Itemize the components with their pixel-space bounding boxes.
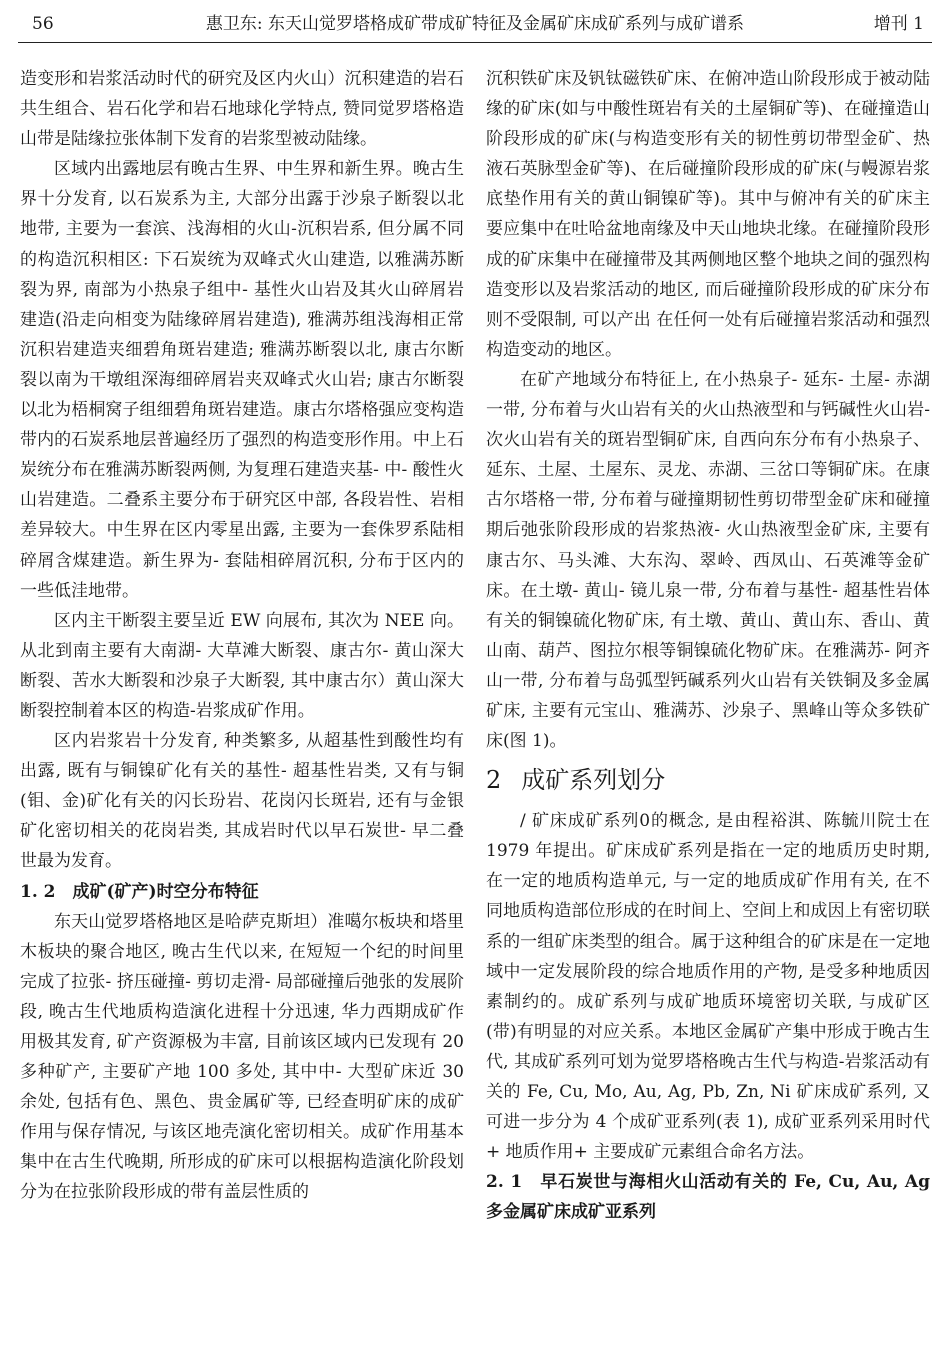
paragraph: / 矿床成矿系列0的概念, 是由程裕淇、陈毓川院士在 1979 年提出。矿床成矿系列是指在一定的地质历史时期, 在一定的地质构造单元, 与一定的地质成矿作用有关, 在不同地质构造部位形成的在时间上、空间上和成因上有密切联系的一组矿床类型的组合。属于这种组合的矿床是在一定地域中一定发展阶段的综合地质作用的产物, 是受多种地质因素制约的。成矿系列与成矿地质环境密切关联, 与成矿区(带)有明显的对应关系。本地区金属矿产集中形成于晚古生代, 其成矿系列可划为觉罗塔格晚古生代与构造-岩浆活动有关的 Fe, Cu, Mo, Au, Ag, Pb, Zn, Ni 矿床成矿系列, 又可进一步分为 4 个成矿亚系列(表 1), 成矿亚系列采用时代+ 地质作用+ 主要成矿元素组合命名方法。 [486, 811, 930, 1163]
section-number: 2 [486, 766, 502, 795]
paragraph: 区内岩浆岩十分发育, 种类繁多, 从超基性到酸性均有出露, 既有与铜镍矿化有关的基性- 超基性岩类, 又有与铜(钼、金)矿化有关的闪长玢岩、花岗闪长斑岩, 还有与金银矿化密切相关的花岗岩类, 其成岩时代以早石炭世- 早二叠世最为发育。 [20, 731, 464, 872]
right-column [486, 64, 930, 1227]
paragraph: 在矿产地域分布特征上, 在小热泉子- 延东- 土屋- 赤湖一带, 分布着与火山岩有关的火山热液型和与钙碱性火山岩- 次火山岩有关的斑岩型铜矿床, 自西向东分布有小热泉子、延东、土屋、土屋东、灵龙、赤湖、三岔口等铜矿床。在康古尔塔格一带, 分布着与碰撞期韧性剪切带型金矿床和碰撞期后弛张阶段形成的岩浆热液- 火山热液型金矿床, 主要有康古尔、马头滩、大东沟、翠岭、西凤山、石英滩等金矿床。在土墩- 黄山- 镜儿泉一带, 分布着与基性- 超基性岩体有关的铜镍硫化物矿床, 有土墩、黄山、黄山东、香山、黄山南、葫芦、图拉尔根等铜镍硫化物矿床。在雅满苏- 阿齐山一带, 分布着与岛弧型钙碱系列火山岩有关铁铜及多金属矿床, 主要有元宝山、雅满苏、沙泉子、黑峰山等众多铁矿床(图 1)。 [486, 369, 930, 752]
paragraph: 区内主干断裂主要呈近 EW 向展布, 其次为 NEE 向。从北到南主要有大南湖- 大草滩大断裂、康古尔- 黄山深大断裂、苦水大断裂和沙泉子大断裂, 其中康古尔）黄山深大断裂控制着本区的构造-岩浆成矿作用。 [20, 610, 464, 721]
paragraph: 东天山觉罗塔格地区是哈萨克斯坦）准噶尔板块和塔里木板块的聚合地区, 晚古生代以来, 在短短一个纪的时间里完成了拉张- 挤压碰撞- 剪切走滑- 局部碰撞后弛张的发展阶段, 晚古生代地质构造演化进程十分迅速, 华力西期成矿作用极其发育, 矿产资源极为丰富, 目前该区域内已发现有 20 多种矿产, 主要矿产地 100 多处, 其中中- 大型矿床近 30 余处, 包括有色、黑色、贵金属矿等, 已经查明矿床的成矿作用与保存情况, 与该区地壳演化密切相关。成矿作用基本集中在古生代晚期, 所形成的矿床可以根据构造演化阶段划分为在拉张阶段形成的带有盖层性质的 [20, 911, 464, 1203]
left-column [20, 64, 464, 1208]
section-heading-2-1: 2. 1 早石炭世与海相火山活动有关的 Fe, Cu, Au, Ag 多金属矿床成矿亚系列 [486, 1172, 930, 1223]
section-heading-1-2: 1. 2 成矿(矿产)时空分布特征 [20, 881, 259, 902]
section-title: 成矿系列划分 [521, 766, 666, 795]
section-heading-2 [486, 762, 930, 798]
page-number: 56 [32, 14, 54, 34]
paragraph: 沉积铁矿床及钒钛磁铁矿床、在俯冲造山阶段形成于被动陆缘的矿床(如与中酸性斑岩有关的土屋铜矿等)、在碰撞造山阶段形成的矿床(与构造变形有关的韧性剪切带型金矿、热液石英脉型金矿等)、在后碰撞阶段形成的矿床(与幔源岩浆底垫作用有关的黄山铜镍矿等)。其中与俯冲有关的矿床主要应集中在吐哈盆地南缘及中天山地块北缘。在碰撞阶段形成的矿床集中在碰撞带及其两侧地区整个地块之间的强烈构造变形以及岩浆活动的地区, 而后碰撞阶段形成的矿床分布则不受限制, 可以产出 在任何一处有后碰撞岩浆活动和强烈构造变动的地区。 [486, 69, 930, 360]
paragraph: 区域内出露地层有晚古生界、中生界和新生界。晚古生界十分发育, 以石炭系为主, 大部分出露于沙泉子断裂以北地带, 主要为一套滨、浅海相的火山-沉积岩系, 但分属不同的构造沉积相区: 下石炭统为双峰式火山建造, 以雅满苏断裂为界, 南部为小热泉子组中- 基性火山岩及其火山碎屑岩建造(沿走向相变为陆缘碎屑岩建造), 雅满苏组浅海相正常沉积岩建造夹细碧角斑岩建造; 雅满苏断裂以北, 康古尔断裂以南为干墩组深海细碎屑岩夹双峰式火山岩; 康古尔断裂以北为梧桐窝子组细碧角斑岩建造。康古尔塔格强应变构造带内的石炭系地层普遍经历了强烈的构造变形作用。中上石炭统分布在雅满苏断裂两侧, 为复理石建造夹基- 中- 酸性火山岩建造。二叠系主要分布于研究区中部, 各段岩性、岩相差异较大。中生界在区内零星出露, 主要为一套侏罗系陆相碎屑含煤建造。新生界为- 套陆相碎屑沉积, 分布于区内的一些低洼地带。 [20, 159, 464, 601]
running-header [18, 6, 932, 43]
running-title: 惠卫东: 东天山觉罗塔格成矿带成矿特征及金属矿床成矿系列与成矿谱系 [205, 14, 745, 34]
issue-label: 增刊 1 [873, 14, 924, 34]
paragraph: 造变形和岩浆活动时代的研究及区内火山）沉积建造的岩石共生组合、岩石化学和岩石地球化学特点, 赞同觉罗塔格造山带是陆缘拉张体制下发育的岩浆型被动陆缘。 [20, 69, 464, 150]
